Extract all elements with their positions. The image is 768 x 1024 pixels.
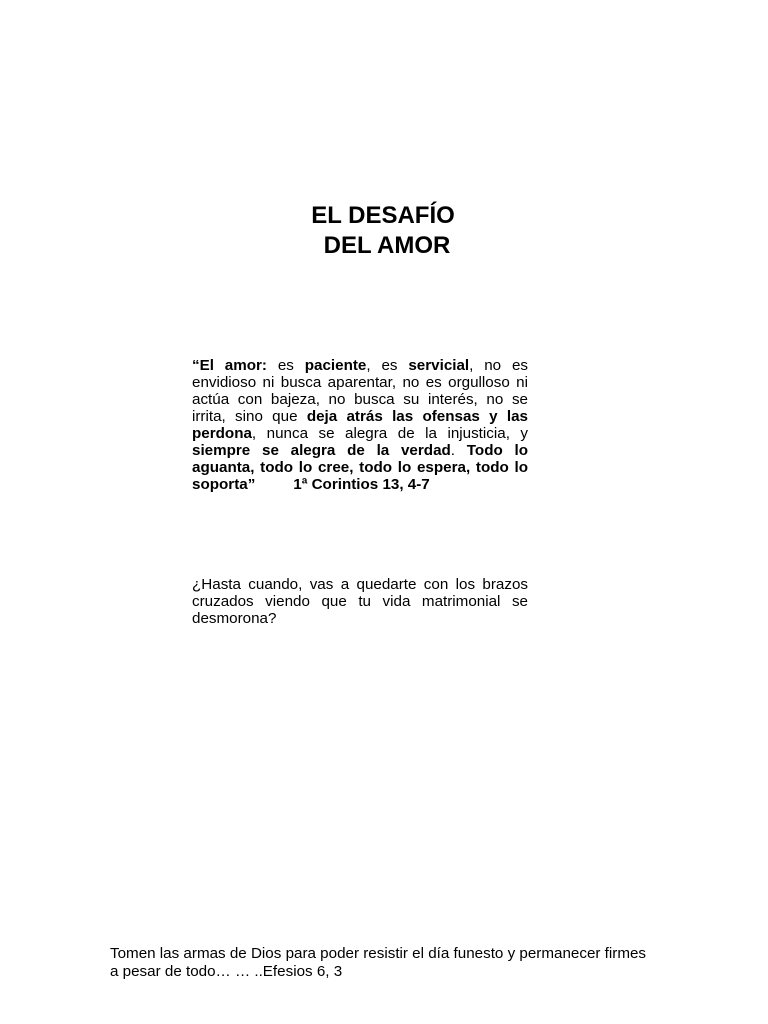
quote-text-4: , nunca se alegra de la injusticia, y <box>251 425 528 442</box>
quote-servicial: servicial <box>408 357 470 374</box>
quote-verdad: siempre se alegra de la verdad <box>192 442 451 459</box>
quote-todo: Todo lo aguanta, todo lo cree, todo lo espera, todo lo soporta” <box>192 442 528 493</box>
title-line-2: DEL AMOR <box>323 232 451 259</box>
quote-text-2: , es <box>366 357 409 374</box>
quote-paciente: paciente <box>304 357 367 374</box>
bible-quote <box>192 357 528 493</box>
footer-line-2: a pesar de todo… … ..Efesios 6, 3 <box>110 963 343 980</box>
quote-ofensas: deja atrás las ofensas y las perdona <box>192 408 529 442</box>
footer-line-1: Tomen las armas de Dios para poder resistir el día funesto y permanecer firmes <box>110 945 647 962</box>
question-paragraph: ¿Hasta cuando, vas a quedarte con los brazos cruzados viendo que tu vida matrimonial se desmorona? <box>192 576 528 627</box>
document-title <box>0 201 768 261</box>
quote-text-3: , no es envidioso ni busca aparentar, no es orgulloso ni actúa con bajeza, no busca su interés, no se irrita, sino que <box>192 357 529 425</box>
quote-reference: 1ª Corintios 13, 4-7 <box>293 476 430 493</box>
quote-text-5: . <box>450 442 467 459</box>
quote-opening: “El amor: <box>192 357 267 374</box>
quote-text-1: es <box>267 357 305 374</box>
title-line-1: EL DESAFÍO <box>311 202 455 229</box>
footer-verse <box>110 945 670 981</box>
